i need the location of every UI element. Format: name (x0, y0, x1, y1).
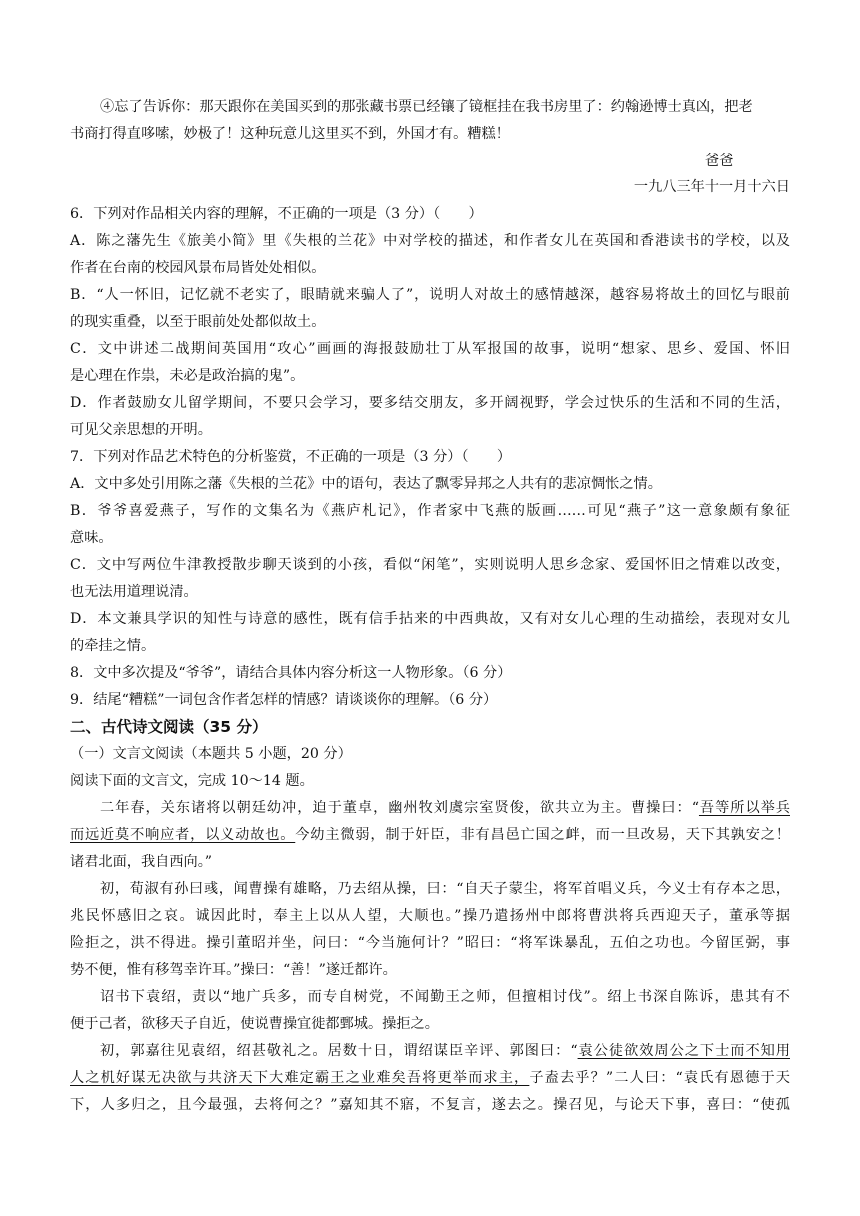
passage-text: 今幼主微弱，制于奸臣，非有昌邑亡国之衅，而一旦改易，天下其孰安之！ (295, 827, 790, 843)
question-6-option-d-line-2: 可见父亲思想的开明。 (70, 422, 212, 438)
letter-paragraph-4-line-1: ④忘了告诉你：那天跟你在美国买到的那张藏书票已经镶了镜框挂在我书房里了：约翰逊博士真凶，把老 (100, 99, 753, 115)
underlined-sentence: 人之机好谋无决欲与共济天下大难定霸王之业难矣吾将更举而求主， (70, 1070, 530, 1086)
subsection-classical-prose-heading: （一）文言文阅读（本题共 5 小题，20 分） (70, 746, 352, 762)
question-7-option-c-line-1: C．文中写两位牛津教授散步聊天谈到的小孩，看似“闲笔”，实则说明人思乡念家、爱国怀旧之情难以改变， (70, 557, 790, 573)
question-7-option-c-line-2: 也无法用道理说清。 (70, 584, 198, 600)
passage-text: 初，郭嘉往见袁绍，绍甚敬礼之。居数十日，谓绍谋臣辛评、郭图曰：“ (100, 1043, 578, 1059)
question-7-option-b-line-2: 意味。 (70, 530, 113, 546)
section-2-heading: 二、古代诗文阅读（35 分） (70, 718, 268, 736)
passage-paragraph-2-line-2: 兆民怀感旧之哀。诚因此时，奉主上以从人望，大顺也。”操乃遣扬州中郎将曹洪将兵西迎天子，董承等据 (70, 908, 790, 924)
passage-paragraph-4-line-3: 下，人多归之，且今最强，去将何之？”嘉知其不寤，不复言，遂去之。操召见，与论天下事，喜曰：“使孤 (70, 1097, 790, 1113)
underlined-sentence: 吾等所以举兵 (698, 800, 790, 816)
question-7-option-d-line-1: D．本文兼具学识的知性与诗意的感性，既有信手拈来的中西典故，又有对女儿心理的生动描绘，表现对女儿 (70, 611, 790, 627)
reading-instruction: 阅读下面的文言文，完成 10～14 题。 (70, 773, 314, 789)
passage-paragraph-3-line-2: 便于己者，欲移天子自近，使说曹操宜徙都鄄城。操拒之。 (70, 1016, 439, 1032)
question-6-option-d-line-1: D．作者鼓励女儿留学期间，不要只会学习，要多结交朋友，多开阔视野，学会过快乐的生活和不同的生活， (70, 395, 790, 411)
passage-paragraph-1-line-1 (100, 798, 790, 818)
passage-paragraph-3-line-1: 诏书下袁绍，责以“地广兵多，而专自树党，不闻勤王之师，但擅相讨伐”。绍上书深自陈诉，患其有不 (100, 989, 790, 1005)
passage-text: 子盍去乎？”二人曰：“袁氏有恩德于天 (529, 1070, 790, 1086)
passage-paragraph-1-line-3: 诸君北面，我自西向。” (70, 854, 213, 870)
passage-paragraph-4-line-2 (70, 1068, 790, 1088)
question-6-option-a-line-2: 作者在台南的校园风景布局皆处处相似。 (70, 260, 326, 276)
question-7-option-a: A．文中多处引用陈之藩《失根的兰花》中的语句，表达了飘零异邦之人共有的悲凉惆怅之情。 (70, 476, 662, 492)
question-7-option-b-line-1: B．爷爷喜爱燕子，写作的文集名为《燕庐札记》，作者家中飞燕的版画……可见“燕子”这一意象颇有象征 (70, 503, 790, 519)
passage-text: 二年春，关东诸将以朝廷幼冲，迫于董卓，幽州牧刘虞宗室贤俊，欲共立为主。曹操曰：“ (100, 800, 699, 816)
passage-paragraph-2-line-4: 势不便，惟有移驾幸许耳。”操曰：“善！”遂迁都许。 (70, 962, 397, 978)
question-7-stem: 7．下列对作品艺术特色的分析鉴赏，不正确的一项是（3 分）（ ） (70, 449, 512, 465)
question-6-stem: 6．下列对作品相关内容的理解，不正确的一项是（3 分）（ ） (70, 206, 483, 222)
question-6-option-c-line-2: 是心理在作祟，未必是政治搞的鬼”。 (70, 368, 305, 384)
question-9: 9．结尾“糟糕”一词包含作者怎样的情感？请谈谈你的理解。（6 分） (70, 692, 498, 708)
question-6-option-b-line-1: B．“人一怀旧，记忆就不老实了，眼睛就来骗人了”，说明人对故土的感情越深，越容易将故土的回忆与眼前 (70, 287, 790, 303)
question-7-option-d-line-2: 的牵挂之情。 (70, 638, 156, 654)
question-6-option-a-line-1: A．陈之藩先生《旅美小简》里《失根的兰花》中对学校的描述，和作者女儿在英国和香港读书的学校，以及 (70, 233, 790, 249)
passage-paragraph-2-line-3: 险拒之，洪不得进。操引董昭并坐，问曰：“今当施何计？”昭曰：“将军诛暴乱，五伯之功也。今留匡弼，事 (70, 935, 790, 951)
passage-paragraph-2-line-1: 初，荀淑有孙曰彧，闻曹操有雄略，乃去绍从操，曰：“自天子蒙尘，将军首唱义兵，今义士有存本之思， (100, 881, 790, 897)
letter-paragraph-4-line-2: 书商打得直哆嗦，妙极了！这种玩意儿这里买不到，外国才有。糟糕！ (70, 126, 510, 142)
question-6-option-c-line-1: C．文中讲述二战期间英国用“攻心”画画的海报鼓励壮丁从军报国的故事，说明“想家、思乡、爱国、怀旧 (70, 341, 790, 357)
passage-paragraph-1-line-2 (70, 825, 790, 845)
question-8: 8．文中多次提及“爷爷”，请结合具体内容分析这一人物形象。（6 分） (70, 665, 512, 681)
letter-date: 一九八三年十一月十六日 (633, 179, 790, 195)
underlined-sentence: 袁公徒欲效周公之下士而不知用 (577, 1043, 790, 1059)
underlined-sentence: 而远近莫不响应者，以义动故也。 (70, 827, 296, 843)
question-6-option-b-line-2: 的现实重叠，以至于眼前处处都似故土。 (70, 314, 326, 330)
passage-paragraph-4-line-1 (100, 1041, 790, 1061)
letter-signature: 爸爸 (705, 153, 734, 169)
